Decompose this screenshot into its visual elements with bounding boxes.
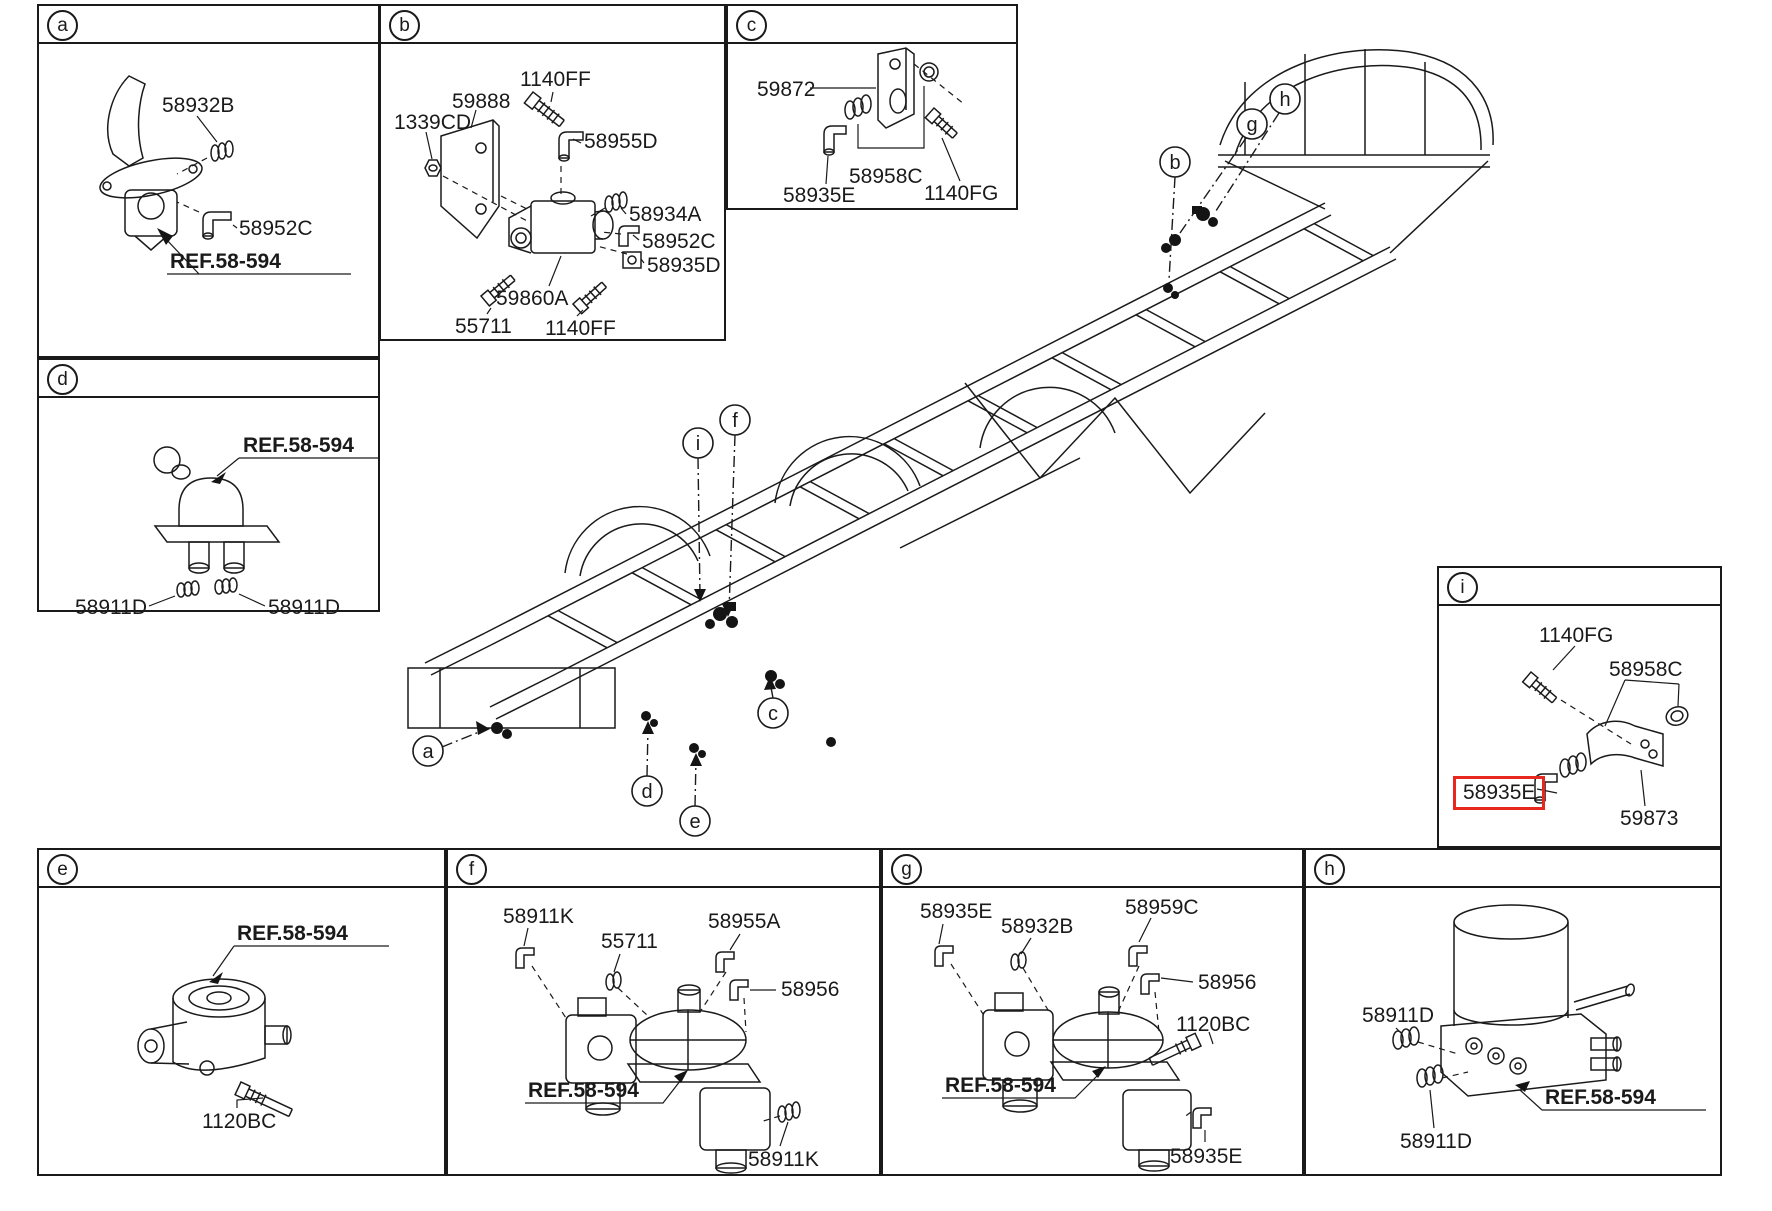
callout-a: a xyxy=(422,741,434,763)
panel-g xyxy=(881,848,1304,1176)
callout-e: e xyxy=(689,811,701,833)
part-label[interactable]: 58956 xyxy=(1198,971,1257,994)
panel-f-badge: f xyxy=(456,854,487,885)
part-label-highlighted[interactable]: 58935E xyxy=(1453,776,1545,810)
part-label[interactable]: 1140FG xyxy=(924,182,999,205)
panel-f xyxy=(446,848,881,1176)
part-label[interactable]: 58932B xyxy=(1001,915,1074,938)
panel-b-badge: b xyxy=(389,10,420,41)
part-label[interactable]: 58955D xyxy=(584,130,658,153)
part-label[interactable]: 59888 xyxy=(452,90,511,113)
part-label[interactable]: 59873 xyxy=(1620,807,1679,830)
part-label[interactable]: 58911D xyxy=(75,596,148,619)
part-label[interactable]: 58956 xyxy=(781,978,840,1001)
panel-a-badge: a xyxy=(47,10,78,41)
part-label[interactable]: 58935E xyxy=(920,900,993,923)
panel-a xyxy=(37,4,380,358)
part-label[interactable]: 1120BC xyxy=(202,1110,277,1133)
panel-g-art xyxy=(883,850,1302,1174)
panel-i xyxy=(1437,566,1722,848)
panel-h-badge: h xyxy=(1314,854,1345,885)
panel-c-badge: c xyxy=(736,10,767,41)
panel-f-art xyxy=(448,850,879,1174)
part-label[interactable]: 58935E xyxy=(1170,1145,1243,1168)
part-label[interactable]: 55711 xyxy=(455,315,512,338)
panel-e-badge: e xyxy=(47,854,78,885)
callout-f: f xyxy=(732,410,738,432)
part-label[interactable]: 58959C xyxy=(1125,896,1199,919)
callout-g: g xyxy=(1246,114,1258,136)
part-label[interactable]: 59872 xyxy=(757,78,816,101)
part-label[interactable]: 58911D xyxy=(268,596,341,619)
part-label[interactable]: 58935E xyxy=(783,184,856,207)
ref-link[interactable]: REF.58-594 xyxy=(170,250,281,273)
part-label[interactable]: 1140FF xyxy=(545,317,616,340)
panel-g-badge: g xyxy=(891,854,922,885)
panel-d xyxy=(37,358,380,619)
panel-h xyxy=(1304,848,1722,1176)
panel-c xyxy=(726,4,1018,210)
part-label[interactable]: 1140FG xyxy=(1539,624,1614,647)
part-label[interactable]: 58958C xyxy=(1609,658,1683,681)
callout-h: h xyxy=(1279,89,1291,111)
part-label[interactable]: 58958C xyxy=(849,165,923,188)
callout-c: c xyxy=(768,703,778,725)
part-label[interactable]: 58935D xyxy=(647,254,721,277)
ref-link[interactable]: REF.58-594 xyxy=(243,434,354,457)
part-label[interactable]: 58911D xyxy=(1400,1130,1473,1153)
callout-i: i xyxy=(695,433,701,455)
panel-e xyxy=(37,848,446,1176)
rear-frame-cage xyxy=(1218,49,1493,253)
part-label[interactable]: 59860A xyxy=(496,287,569,310)
part-label[interactable]: 1140FF xyxy=(520,68,591,91)
part-label[interactable]: 58952C xyxy=(642,230,716,253)
part-label[interactable]: 1120BC xyxy=(1176,1013,1251,1036)
part-label[interactable]: 55711 xyxy=(601,930,658,953)
panel-a-art xyxy=(39,6,378,356)
part-label[interactable]: 58911D xyxy=(1362,1004,1435,1027)
part-label[interactable]: 58911K xyxy=(503,905,574,928)
callout-d: d xyxy=(641,781,653,803)
part-label[interactable]: 58955A xyxy=(708,910,781,933)
part-label[interactable]: 58932B xyxy=(162,94,235,117)
ref-link[interactable]: REF.58-594 xyxy=(528,1079,639,1102)
panel-i-badge: i xyxy=(1447,572,1478,603)
ref-link[interactable]: REF.58-594 xyxy=(1545,1086,1656,1109)
front-subframe xyxy=(408,633,615,728)
part-label[interactable]: 58911K xyxy=(748,1148,819,1171)
ref-link[interactable]: REF.58-594 xyxy=(945,1074,1056,1097)
panel-d-art xyxy=(39,360,378,610)
panel-d-badge: d xyxy=(47,364,78,395)
callout-b: b xyxy=(1169,152,1181,174)
part-label[interactable]: 58934A xyxy=(629,203,702,226)
panel-b xyxy=(379,4,726,341)
part-label[interactable]: 1339CD xyxy=(394,111,472,134)
part-label[interactable]: 58952C xyxy=(239,217,313,240)
ref-link[interactable]: REF.58-594 xyxy=(237,922,348,945)
